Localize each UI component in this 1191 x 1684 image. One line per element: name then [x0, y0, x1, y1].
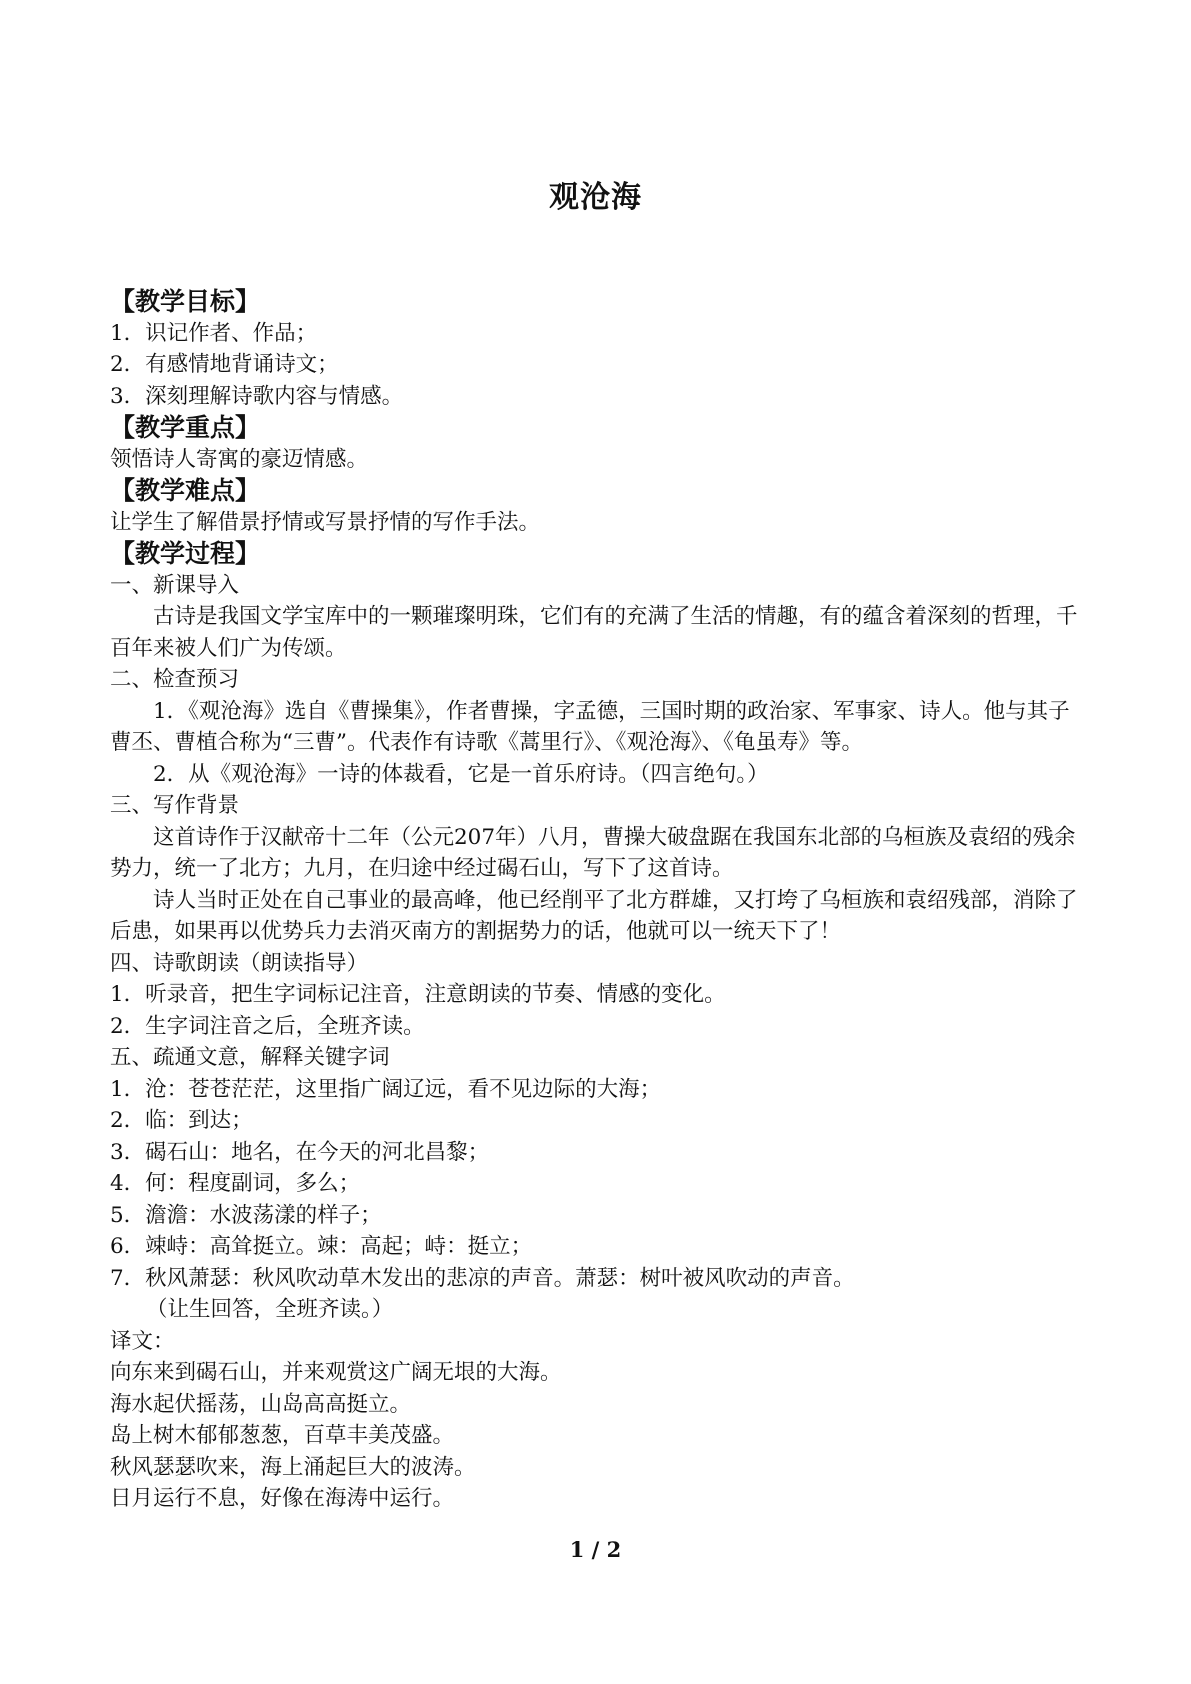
translation-line: 向东来到碣石山，并来观赏这广阔无垠的大海。 [110, 1360, 562, 1385]
translation-line: 秋风瑟瑟吹来，海上涌起巨大的波涛。 [110, 1454, 476, 1480]
goal-item: 1．识记作者、作品； [110, 320, 318, 346]
goals-heading: 【教学目标】 [110, 287, 261, 316]
process-heading: 【教学过程】 [110, 539, 261, 568]
difficulty-heading: 【教学难点】 [110, 476, 261, 505]
translation-line: 日月运行不息，好像在海涛中运行。 [110, 1486, 455, 1511]
background-paragraph: 诗人当时正处在自己事业的最高峰，他已经削平了北方群雄，又打垮了乌桓族和袁绍残部，消除了后患，如果再以优势兵力去消灭南方的割据势力的话，他就可以一统天下了！ [110, 887, 1078, 944]
vocabulary-item: 5．澹澹：水波荡漾的样子； [110, 1202, 382, 1228]
preview-item: 2．从《观沧海》一诗的体裁看，它是一首乐府诗。（四言绝句。） [153, 761, 769, 787]
section-title-vocabulary: 五、疏通文意，解释关键字词 [110, 1045, 390, 1070]
preview-item: 1．《观沧海》选自《曹操集》，作者曹操，字孟德，三国时期的政治家、军事家、诗人。他与其子曹丕、曹植合称为“三曹”。代表作有诗歌《蒿里行》、《观沧海》、《龟虽寿》等。 [110, 698, 1070, 755]
translation-line: 海水起伏摇荡，山岛高高挺立。 [110, 1391, 412, 1417]
focus-text: 领悟诗人寄寓的豪迈情感。 [110, 446, 369, 472]
goal-item: 2．有感情地背诵诗文； [110, 352, 339, 377]
reading-item: 1．听录音，把生字词标记注音，注意朗读的节奏、情感的变化。 [110, 982, 726, 1007]
vocabulary-item: 7．秋风萧瑟：秋风吹动草木发出的悲凉的声音。萧瑟：树叶被风吹动的声音。 [110, 1265, 855, 1291]
vocabulary-item: 4．何：程度副词，多么； [110, 1171, 361, 1196]
goal-item: 3．深刻理解诗歌内容与情感。 [110, 383, 404, 409]
document-title: 观沧海 [549, 180, 642, 215]
vocabulary-item: 1．沧：苍苍茫茫，这里指广阔辽远，看不见边际的大海； [110, 1076, 662, 1102]
page-number: 1 / 2 [569, 1537, 622, 1562]
translation-label: 译文： [110, 1328, 175, 1354]
vocabulary-note: （让生回答，全班齐读。） [146, 1297, 394, 1322]
intro-paragraph: 古诗是我国文学宝库中的一颗璀璨明珠，它们有的充满了生活的情趣，有的蕴含着深刻的哲理，千百年来被人们广为传颂。 [110, 604, 1078, 661]
section-title-intro: 一、新课导入 [110, 572, 240, 598]
section-title-preview: 二、检查预习 [110, 667, 240, 692]
difficulty-text: 让学生了解借景抒情或写景抒情的写作手法。 [110, 509, 541, 535]
document-body [110, 286, 1090, 1515]
background-paragraph: 这首诗作于汉献帝十二年（公元207年）八月，曹操大破盘踞在我国东北部的乌桓族及袁绍的残余势力，统一了北方；九月，在归途中经过碣石山，写下了这首诗。 [110, 824, 1076, 881]
section-title-reading: 四、诗歌朗读（朗读指导） [110, 950, 369, 976]
vocabulary-item: 2．临：到达； [110, 1108, 253, 1133]
section-title-background: 三、写作背景 [110, 793, 240, 818]
vocabulary-item: 3．碣石山：地名，在今天的河北昌黎； [110, 1139, 490, 1165]
reading-item: 2．生字词注音之后，全班齐读。 [110, 1013, 425, 1039]
focus-heading: 【教学重点】 [110, 413, 261, 442]
vocabulary-item: 6．竦峙：高耸挺立。竦：高起；峙：挺立； [110, 1234, 533, 1259]
translation-line: 岛上树木郁郁葱葱，百草丰美茂盛。 [110, 1423, 455, 1448]
